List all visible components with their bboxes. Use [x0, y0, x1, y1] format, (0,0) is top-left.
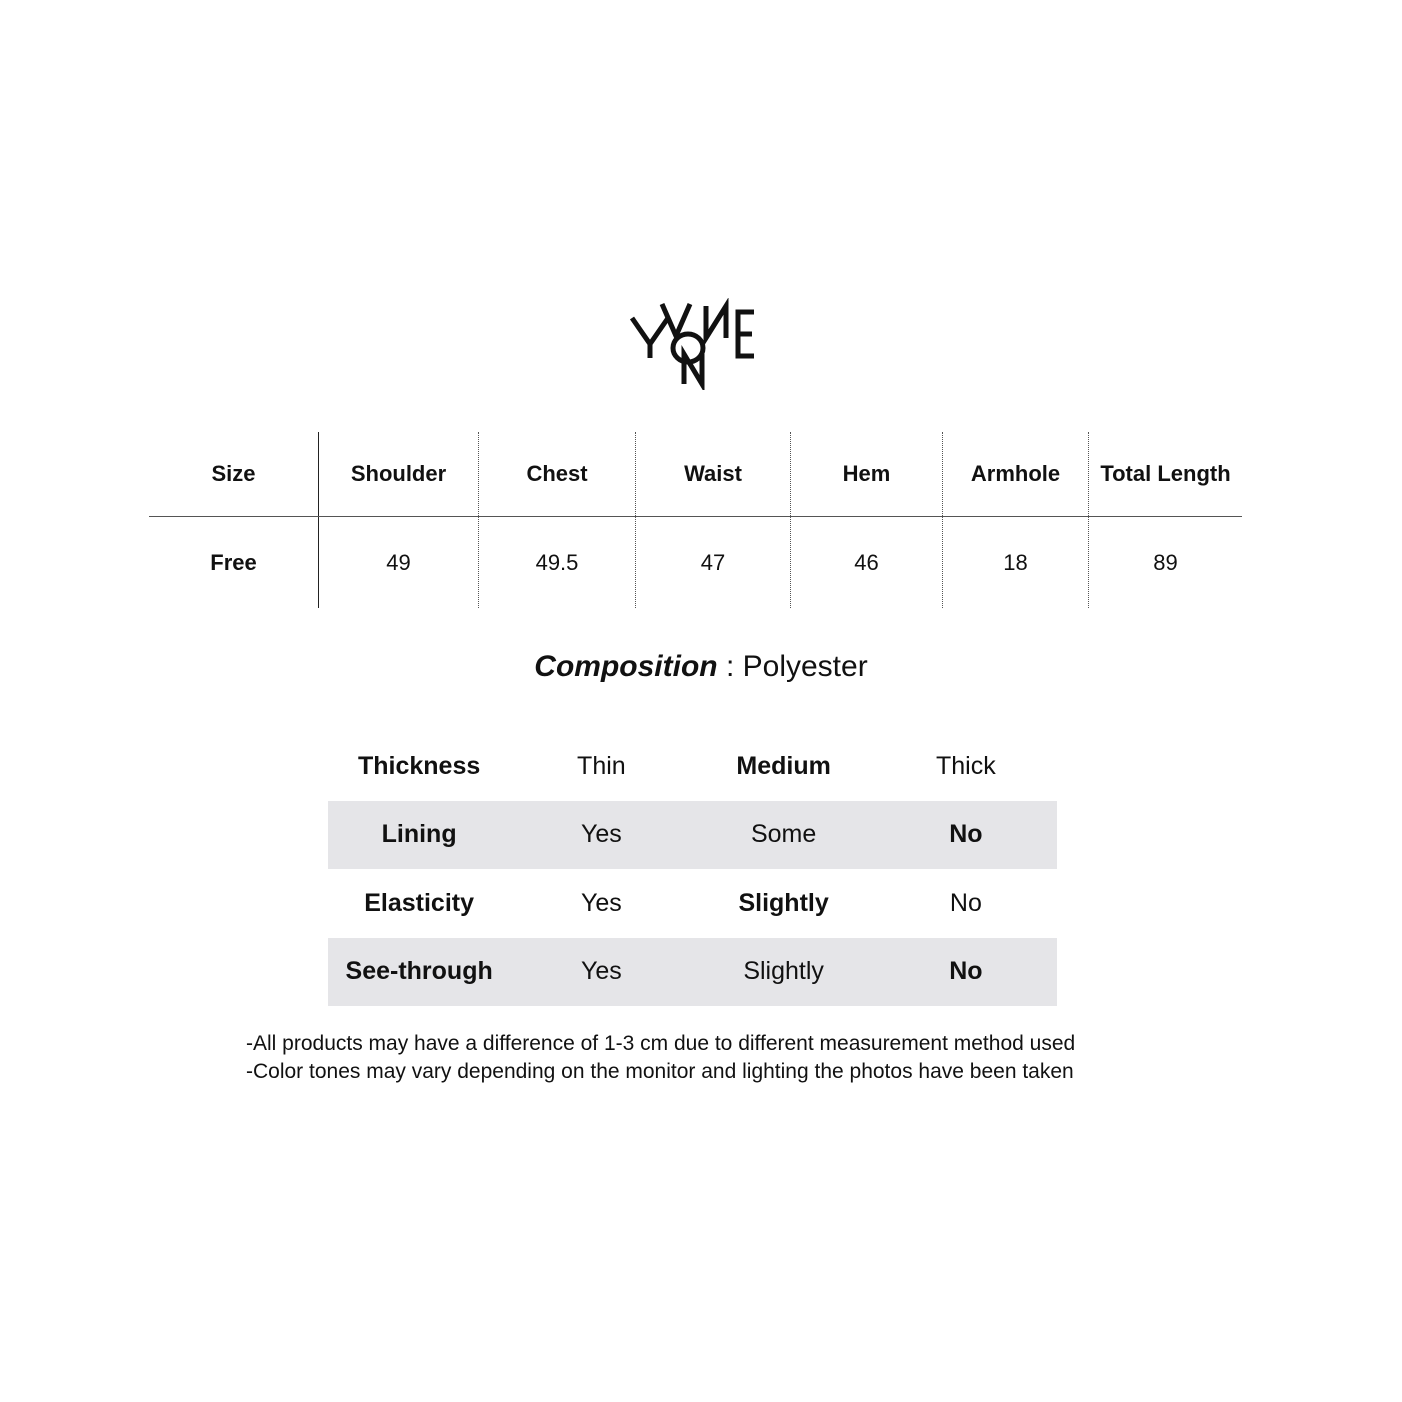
hem-value: 46 [791, 517, 943, 609]
composition-line [0, 650, 1402, 684]
property-name: Lining [328, 801, 510, 870]
property-row-see-through [328, 938, 1057, 1007]
note-measurement: -All products may have a difference of 1-3 cm due to different measurement method used [246, 1032, 1076, 1055]
property-option: Yes [510, 801, 692, 870]
header-hem: Hem [791, 432, 943, 517]
property-option: Thin [577, 751, 626, 780]
property-option: Slightly [693, 938, 875, 1007]
property-option: Some [693, 801, 875, 870]
header-total-length: Total Length [1089, 432, 1243, 517]
size-chart-table [149, 432, 1242, 608]
header-shoulder: Shoulder [319, 432, 479, 517]
note-color: -Color tones may vary depending on the monitor and lighting the photos have been taken [246, 1060, 1074, 1083]
property-option-selected: No [875, 801, 1057, 870]
property-row-elasticity [328, 869, 1057, 938]
brand-monogram-logo-icon [620, 298, 770, 390]
property-row-thickness [328, 732, 1057, 801]
property-option: Yes [580, 888, 622, 917]
shoulder-value: 49 [319, 517, 479, 609]
property-name: Elasticity [364, 888, 475, 917]
brand-logo [620, 298, 770, 390]
property-option-selected: No [875, 938, 1057, 1007]
composition-separator: : [717, 650, 743, 683]
header-size: Size [149, 432, 319, 517]
composition-value: Polyester [742, 650, 868, 683]
property-option-selected: Slightly [738, 888, 829, 917]
total-length-value: 89 [1153, 549, 1178, 575]
armhole-value: 18 [943, 517, 1089, 609]
property-name: Thickness [357, 751, 481, 780]
size-chart-header-row [149, 432, 1242, 517]
fabric-properties-table [328, 732, 1057, 1006]
header-waist: Waist [636, 432, 791, 517]
waist-value: 47 [636, 517, 791, 609]
size-value: Free [149, 517, 319, 609]
composition-label: Composition [534, 650, 718, 683]
property-option: No [949, 888, 982, 917]
property-option: Thick [936, 751, 996, 780]
property-option: Yes [510, 938, 692, 1007]
chest-value: 49.5 [479, 517, 636, 609]
property-name: See-through [328, 938, 510, 1007]
header-armhole: Armhole [943, 432, 1089, 517]
size-chart-row [149, 517, 1242, 609]
property-row-lining [328, 801, 1057, 870]
header-chest: Chest [479, 432, 636, 517]
property-option-selected: Medium [736, 751, 831, 780]
disclaimer-notes [246, 1030, 1075, 1086]
